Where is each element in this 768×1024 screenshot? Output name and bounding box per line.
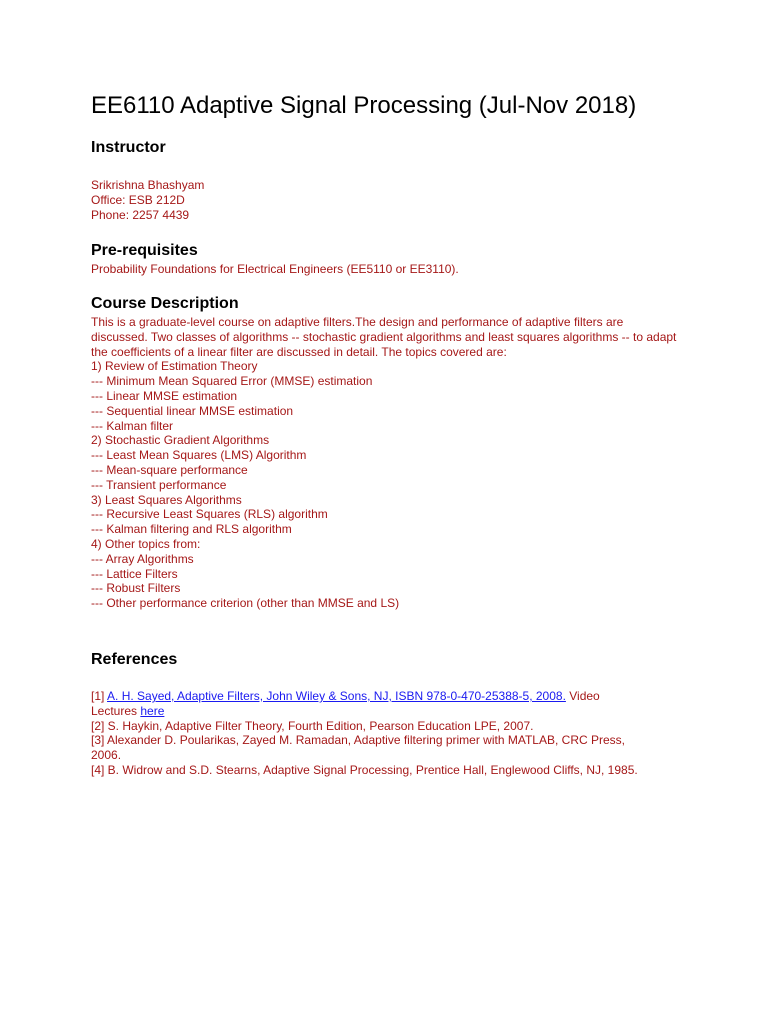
topic-item: --- Sequential linear MMSE estimation (91, 403, 294, 418)
reference-3-continued: 2006. (91, 748, 122, 763)
instructor-office: Office: ESB 212D (91, 192, 185, 207)
reference-1-suffix: Video (565, 689, 600, 703)
description-body (91, 315, 681, 611)
lectures-label: Lectures (91, 703, 141, 718)
topic-item: --- Other performance criterion (other than MMSE and LS) (91, 596, 400, 611)
reference-1-number: [1] (91, 689, 108, 703)
reference-3: [3] Alexander D. Poularikas, Zayed M. Ramadan, Adaptive filtering primer with MATLAB, CRC Press, (91, 733, 625, 748)
instructor-phone: Phone: 2257 4439 (91, 207, 190, 222)
topic-item: 2) Stochastic Gradient Algorithms (91, 433, 270, 448)
instructor-info (91, 178, 681, 222)
topic-list (91, 359, 681, 611)
prereq-heading: Pre-requisites (91, 242, 198, 259)
video-lectures-link[interactable]: here (140, 703, 165, 718)
reference-1 (91, 689, 681, 704)
instructor-heading: Instructor (91, 139, 166, 156)
topic-item: --- Mean-square performance (91, 462, 248, 477)
references-list (91, 689, 681, 778)
description-intro: This is a graduate-level course on adaptive filters.The design and performance of adaptive filters are discussed. Two classes of algorithms -- stochastic gradient algorithms and least squares algorithms -- to adapt the coefficients of a linear filter are discussed in detail. The topics covered are: (91, 315, 677, 359)
topic-item: --- Recursive Least Squares (RLS) algorithm (91, 507, 328, 522)
description-heading: Course Description (91, 295, 239, 312)
topic-item: --- Robust Filters (91, 581, 181, 596)
topic-item: --- Linear MMSE estimation (91, 388, 238, 403)
reference-4: [4] B. Widrow and S.D. Stearns, Adaptive Signal Processing, Prentice Hall, Englewood Cliffs, NJ, 1985. (91, 762, 638, 777)
prereq-line: Probability Foundations for Electrical Engineers (EE5110 or EE3110). (91, 262, 459, 276)
topic-item: --- Kalman filter (91, 418, 174, 433)
topic-item: --- Lattice Filters (91, 566, 178, 581)
references-heading: References (91, 651, 178, 668)
topic-item: 4) Other topics from: (91, 536, 201, 551)
reference-2: [2] S. Haykin, Adaptive Filter Theory, Fourth Edition, Pearson Education LPE, 2007. (91, 718, 534, 733)
sayed-book-link[interactable]: A. H. Sayed, Adaptive Filters, John Wiley & Sons, NJ, ISBN 978-0-470-25388-5, 2008. (107, 689, 566, 703)
topic-item: --- Array Algorithms (91, 551, 194, 566)
instructor-name: Srikrishna Bhashyam (91, 178, 205, 192)
topic-item: 3) Least Squares Algorithms (91, 492, 242, 507)
topic-item: --- Transient performance (91, 477, 227, 492)
page-title: EE6110 Adaptive Signal Processing (Jul-Nov 2018) (91, 92, 637, 119)
reference-1-continued (91, 704, 681, 719)
prereq-text (91, 262, 681, 277)
topic-item: 1) Review of Estimation Theory (91, 359, 258, 374)
topic-item: --- Minimum Mean Squared Error (MMSE) estimation (91, 374, 373, 389)
topic-item: --- Kalman filtering and RLS algorithm (91, 522, 292, 537)
topic-item: --- Least Mean Squares (LMS) Algorithm (91, 448, 307, 463)
